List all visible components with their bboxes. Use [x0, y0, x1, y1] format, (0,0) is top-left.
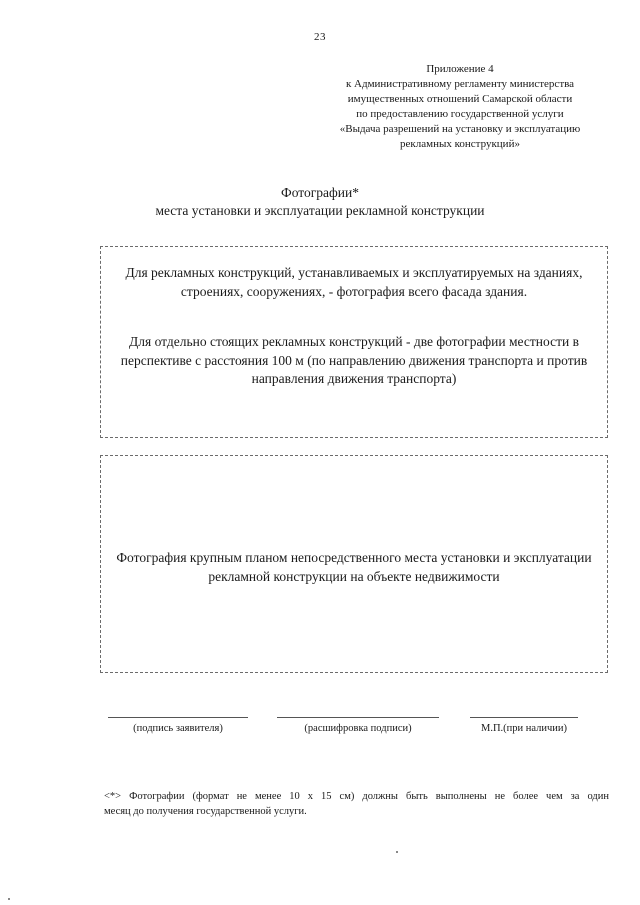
standalone-photo-instruction: Для отдельно стоящих рекламных конструкций - две фотографии местности в перспективе с расстояния 100 м (по направлению движения транспорта и против направления движения транспорта)	[120, 334, 588, 386]
closeup-photo-instruction: Фотография крупным планом непосредственного места установки и эксплуатации рекламной конструкции на объекте недвижимости	[116, 550, 592, 584]
signature-line	[277, 717, 439, 718]
signature-label: (подпись заявителя)	[133, 723, 223, 734]
signature-decoding	[277, 717, 439, 734]
appendix-line: к Административному регламенту министерства	[345, 78, 575, 90]
page-number: 23	[314, 31, 326, 43]
appendix-line: «Выдача разрешений на установку и эксплуатацию	[339, 123, 581, 135]
scan-speck	[396, 851, 398, 853]
document-title	[0, 184, 640, 220]
signature-line	[108, 717, 248, 718]
appendix-line: имущественных отношений Самарской области	[347, 93, 573, 105]
seal-place	[470, 717, 578, 734]
photo-box-closeup	[100, 455, 608, 673]
footnote-line-1: <*> Фотографии (формат не менее 10 x 15 см) должны быть выполнены не более чем за один	[104, 791, 609, 802]
title-line-1: Фотографии*	[281, 185, 359, 200]
title-line-2: места установки и эксплуатации рекламной конструкции	[155, 203, 485, 218]
footnote-line-2: месяц до получения государственной услуги.	[104, 806, 307, 817]
footnote	[104, 789, 609, 819]
scan-speck	[8, 898, 10, 900]
appendix-title: Приложение 4	[426, 63, 494, 75]
signature-line	[470, 717, 578, 718]
seal-label: М.П.(при наличии)	[480, 723, 568, 734]
photo-box-overview	[100, 246, 608, 438]
facade-photo-instruction: Для рекламных конструкций, устанавливаемых и эксплуатируемых на зданиях, строениях, сооружениях, - фотография всего фасада здания.	[125, 265, 583, 299]
signature-applicant	[108, 717, 248, 734]
signature-label: (расшифровка подписи)	[304, 723, 412, 734]
appendix-line: по предоставлению государственной услуги	[356, 108, 564, 120]
appendix-line: рекламных конструкций»	[400, 138, 520, 150]
appendix-header	[305, 62, 615, 152]
